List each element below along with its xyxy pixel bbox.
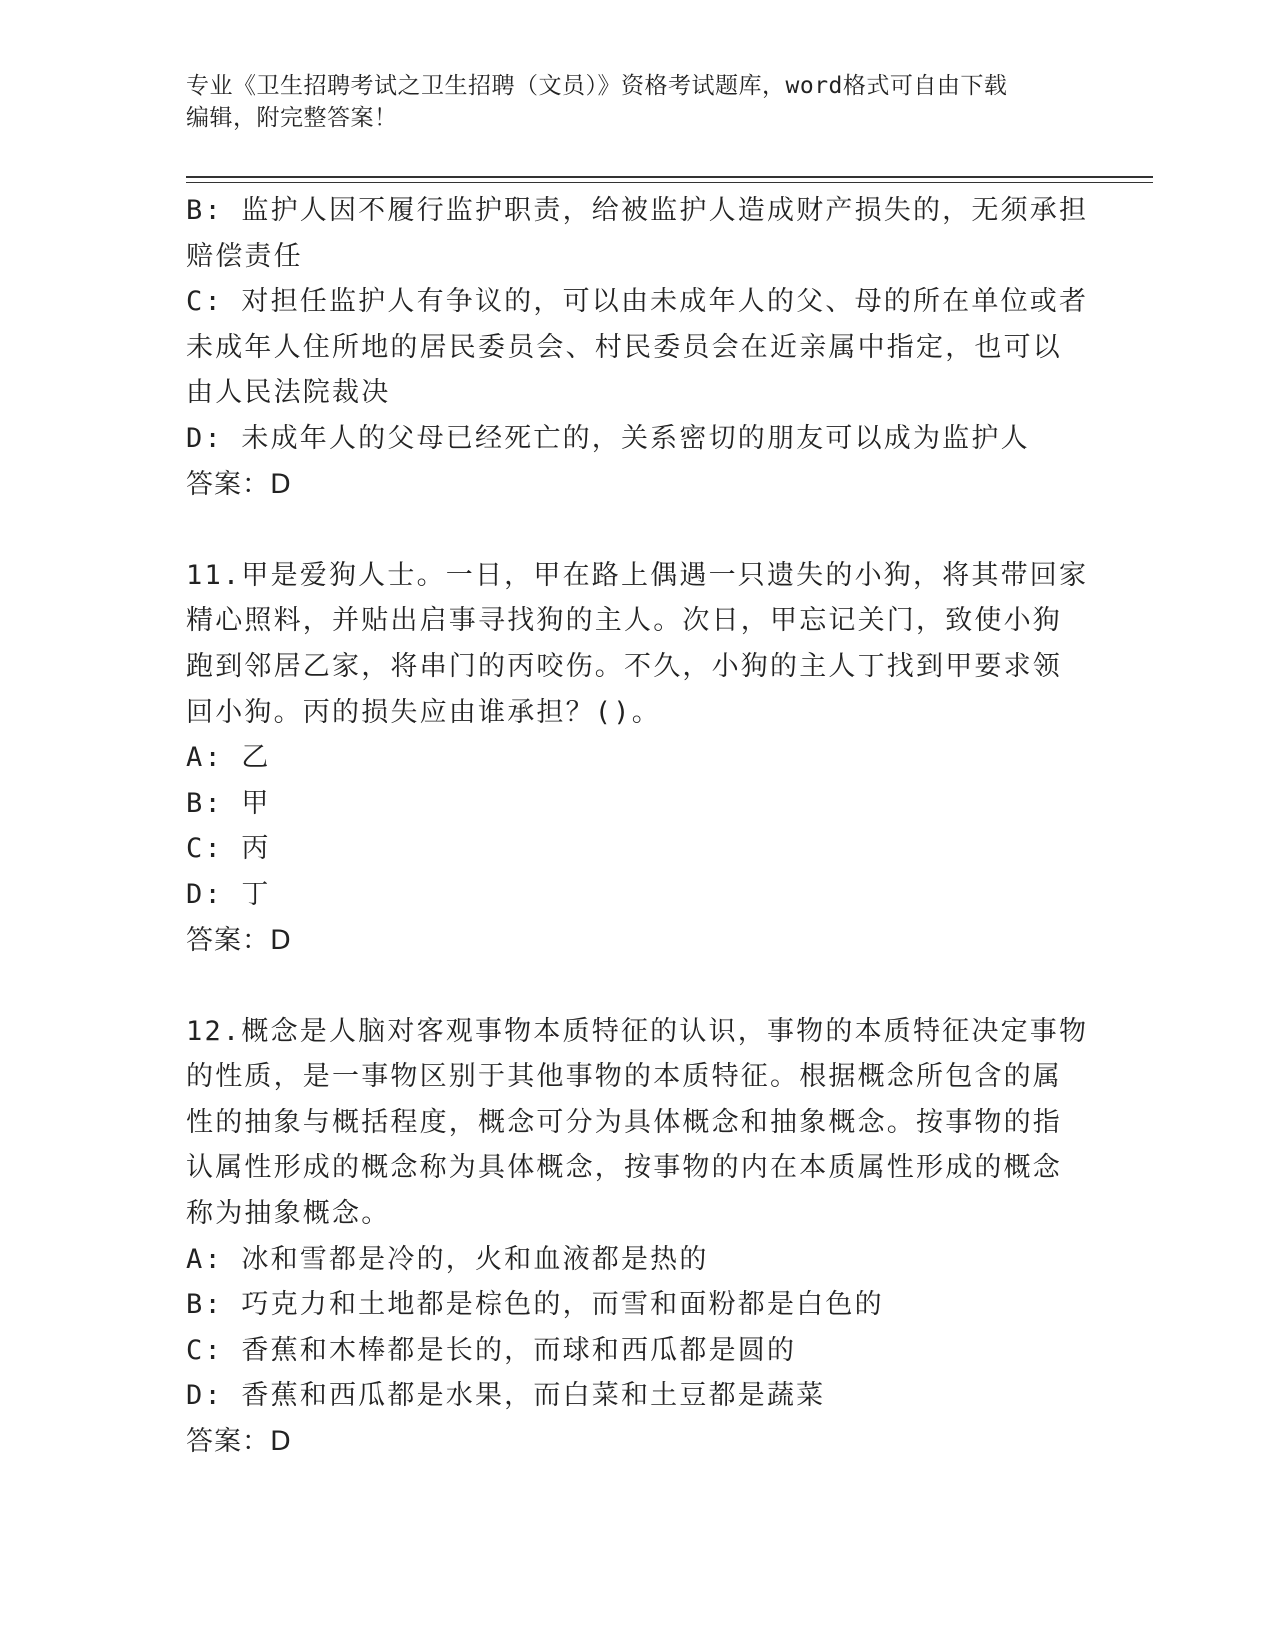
header-rule-thin — [186, 182, 1153, 183]
option-a: A: 冰和雪都是冷的，火和血液都是热的 — [186, 1243, 709, 1275]
question-12 — [186, 1009, 1089, 1465]
question-stem-line-1: 12.概念是人脑对客观事物本质特征的认识，事物的本质特征决定事物 — [186, 1015, 1089, 1047]
answer: 答案：D — [186, 924, 292, 956]
option-d: D: 香蕉和西瓜都是水果，而白菜和土豆都是蔬菜 — [186, 1380, 826, 1412]
header-line-2: 编辑，附完整答案！ — [186, 105, 398, 131]
previous-question — [186, 188, 1089, 507]
option-a: A: 乙 — [186, 742, 271, 774]
question-stem-line-2: 的性质，是一事物区别于其他事物的本质特征。根据概念所包含的属 — [186, 1061, 1062, 1093]
question-11 — [186, 553, 1089, 963]
question-stem-line-2: 精心照料，并贴出启事寻找狗的主人。次日，甲忘记关门，致使小狗 — [186, 605, 1062, 637]
header-rule-thick — [186, 176, 1153, 178]
option-d: D: 未成年人的父母已经死亡的，关系密切的朋友可以成为监护人 — [186, 422, 1030, 454]
option-b-line-2: 赔偿责任 — [186, 240, 303, 272]
question-stem-line-1: 11.甲是爱狗人士。一日，甲在路上偶遇一只遗失的小狗，将其带回家 — [186, 559, 1089, 591]
spacer — [186, 507, 1086, 553]
question-stem-line-3: 跑到邻居乙家，将串门的丙咬伤。不久，小狗的主人丁找到甲要求领 — [186, 650, 1062, 682]
question-stem-line-4: 回小狗。丙的损失应由谁承担？()。 — [186, 696, 661, 728]
option-c-line-2: 未成年人住所地的居民委员会、村民委员会在近亲属中指定，也可以 — [186, 331, 1062, 363]
question-stem-line-4: 认属性形成的概念称为具体概念，按事物的内在本质属性形成的概念 — [186, 1152, 1062, 1184]
answer: 答案：D — [186, 468, 292, 500]
option-c-line-3: 由人民法院裁决 — [186, 377, 391, 409]
option-d: D: 丁 — [186, 878, 271, 910]
option-c: C: 香蕉和木棒都是长的，而球和西瓜都是圆的 — [186, 1334, 797, 1366]
option-c-line-1: C: 对担任监护人有争议的，可以由未成年人的父、母的所在单位或者 — [186, 286, 1089, 318]
question-content — [186, 188, 1089, 1465]
document-header — [186, 70, 1086, 134]
spacer — [186, 963, 1086, 1009]
option-b-line-1: B: 监护人因不履行监护职责，给被监护人造成财产损失的，无须承担 — [186, 195, 1089, 226]
option-b: B: 巧克力和土地都是棕色的，而雪和面粉都是白色的 — [186, 1289, 884, 1321]
option-c: C: 丙 — [186, 833, 271, 865]
header-line-1: 专业《卫生招聘考试之卫生招聘（文员）》资格考试题库，word格式可自由下载 — [186, 73, 1008, 99]
option-b: B: 甲 — [186, 787, 271, 819]
answer: 答案：D — [186, 1426, 292, 1458]
question-stem-line-5: 称为抽象概念。 — [186, 1198, 391, 1230]
question-stem-line-3: 性的抽象与概括程度，概念可分为具体概念和抽象概念。按事物的指 — [186, 1106, 1062, 1138]
